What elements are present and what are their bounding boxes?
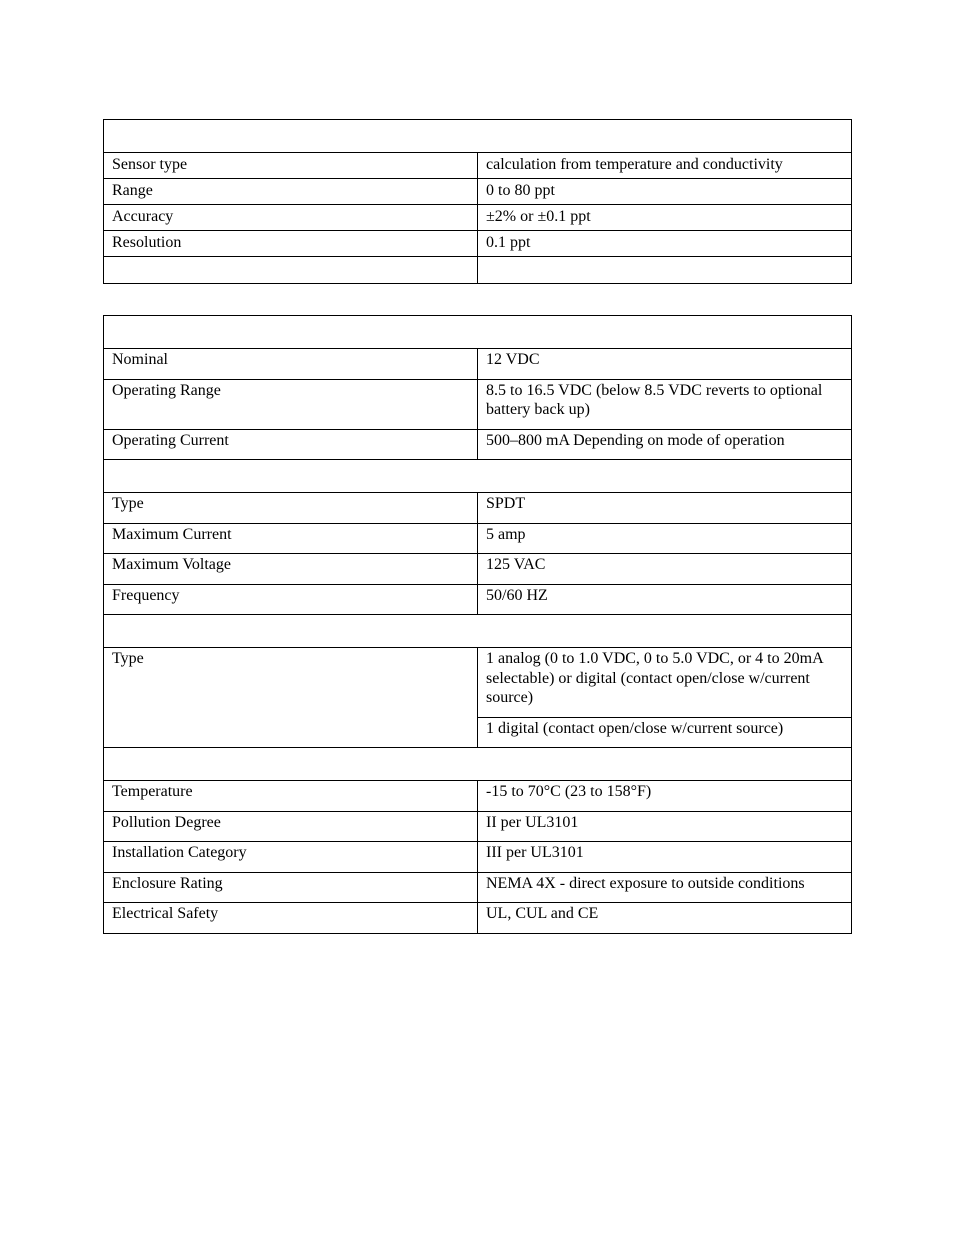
table-row	[104, 554, 852, 585]
row-value: UL, CUL and CE	[478, 903, 852, 934]
table-row	[104, 523, 852, 554]
table-row	[104, 205, 852, 231]
table-row	[104, 493, 852, 524]
row-label: Maximum Voltage	[104, 554, 478, 585]
table-section-header	[104, 120, 852, 153]
row-value: calculation from temperature and conductivity	[478, 153, 852, 179]
table-row	[104, 179, 852, 205]
row-label: Electrical Safety	[104, 903, 478, 934]
table-row	[104, 648, 852, 718]
salinity-spec-table	[103, 119, 852, 284]
table-row	[104, 231, 852, 257]
row-label: Installation Category	[104, 842, 478, 873]
section-header-cell	[104, 316, 852, 349]
row-label: Temperature	[104, 781, 478, 812]
row-label: Frequency	[104, 584, 478, 615]
row-value: NEMA 4X - direct exposure to outside conditions	[478, 872, 852, 903]
row-value: 12 VDC	[478, 349, 852, 380]
row-label: Maximum Current	[104, 523, 478, 554]
row-value: -15 to 70°C (23 to 158°F)	[478, 781, 852, 812]
section-header-cell	[104, 120, 852, 153]
table-row-empty	[104, 257, 852, 284]
row-value: 1 digital (contact open/close w/current source)	[478, 717, 852, 748]
table-row	[104, 379, 852, 429]
row-label: Sensor type	[104, 153, 478, 179]
table-row	[104, 903, 852, 934]
row-label	[104, 257, 478, 284]
row-label: Accuracy	[104, 205, 478, 231]
section-header-cell	[104, 460, 852, 493]
table-row	[104, 781, 852, 812]
row-value	[478, 257, 852, 284]
row-label: Resolution	[104, 231, 478, 257]
table-section-header	[104, 748, 852, 781]
row-value: 0 to 80 ppt	[478, 179, 852, 205]
table-row	[104, 429, 852, 460]
row-label: Operating Range	[104, 379, 478, 429]
table-row	[104, 153, 852, 179]
table-row	[104, 584, 852, 615]
table-section-header	[104, 460, 852, 493]
row-label: Type	[104, 648, 478, 748]
table-row	[104, 811, 852, 842]
section-header-cell	[104, 748, 852, 781]
row-value: SPDT	[478, 493, 852, 524]
row-label: Range	[104, 179, 478, 205]
row-label: Nominal	[104, 349, 478, 380]
power-spec-table	[103, 315, 852, 934]
table-section-header	[104, 615, 852, 648]
row-value: 0.1 ppt	[478, 231, 852, 257]
row-value: 125 VAC	[478, 554, 852, 585]
row-value: III per UL3101	[478, 842, 852, 873]
table-row	[104, 842, 852, 873]
row-value: 50/60 HZ	[478, 584, 852, 615]
section-header-cell	[104, 615, 852, 648]
row-label: Enclosure Rating	[104, 872, 478, 903]
row-value: II per UL3101	[478, 811, 852, 842]
row-value: ±2% or ±0.1 ppt	[478, 205, 852, 231]
table-row	[104, 872, 852, 903]
row-value: 500–800 mA Depending on mode of operation	[478, 429, 852, 460]
table-section-header	[104, 316, 852, 349]
row-value: 1 analog (0 to 1.0 VDC, 0 to 5.0 VDC, or 4 to 20mA selectable) or digital (contact open/close w/current source)	[478, 648, 852, 718]
row-label: Pollution Degree	[104, 811, 478, 842]
table-row	[104, 349, 852, 380]
row-value: 8.5 to 16.5 VDC (below 8.5 VDC reverts to optional battery back up)	[478, 379, 852, 429]
row-label: Operating Current	[104, 429, 478, 460]
row-value: 5 amp	[478, 523, 852, 554]
row-label: Type	[104, 493, 478, 524]
